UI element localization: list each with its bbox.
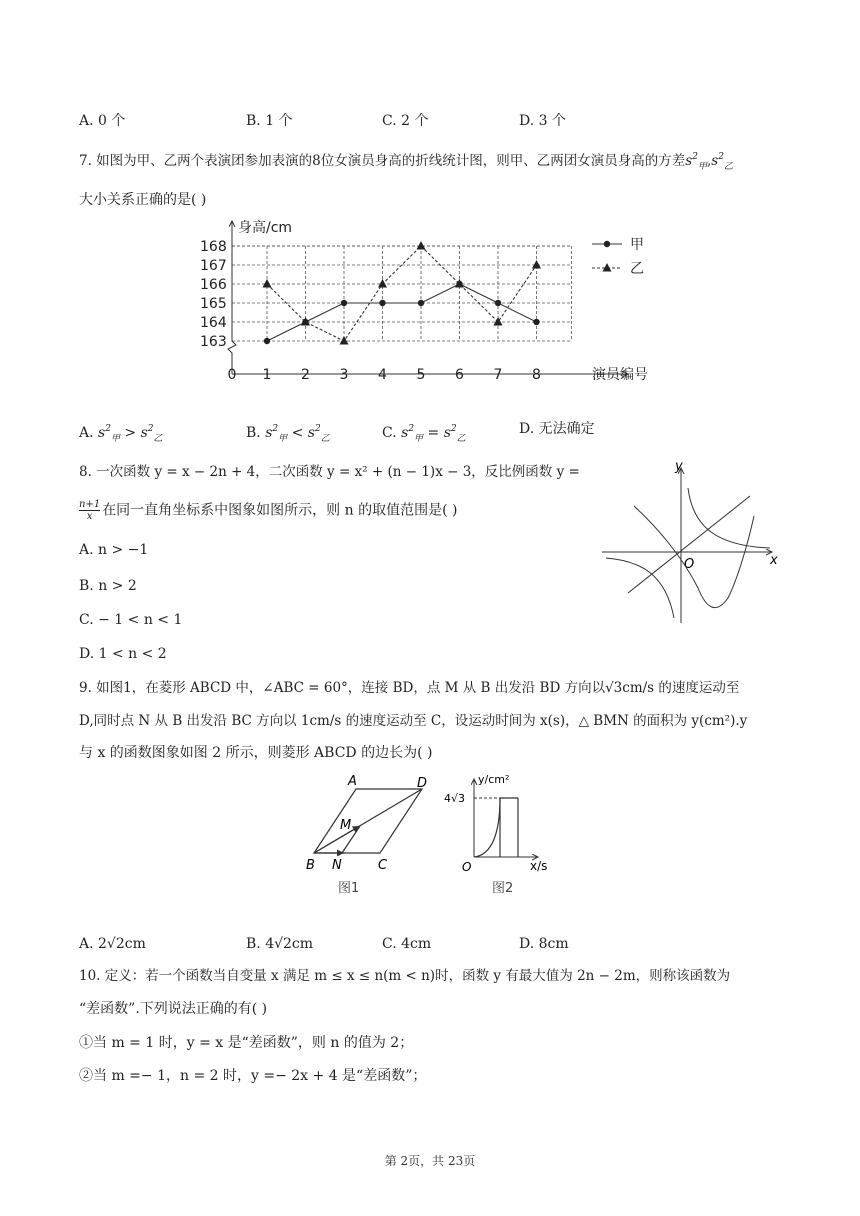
point-甲 bbox=[341, 300, 347, 306]
y-tick-label: 163 bbox=[200, 334, 227, 350]
point-乙 bbox=[417, 241, 426, 250]
q6-option-c: C. 2 个 bbox=[382, 113, 429, 129]
x-tick-label: 2 bbox=[301, 367, 310, 383]
point-甲 bbox=[379, 300, 385, 306]
q9-figure2-graph bbox=[440, 773, 580, 903]
series-line-甲 bbox=[267, 284, 537, 341]
label-n: N bbox=[332, 858, 342, 873]
figure2-caption: 图2 bbox=[492, 881, 514, 896]
q8-frac-den: x bbox=[86, 511, 93, 522]
point-甲 bbox=[533, 319, 539, 325]
q6-option-b: B. 1 个 bbox=[246, 113, 293, 129]
q8-option-c: C. − 1 < n < 1 bbox=[79, 612, 183, 628]
q10-item2: ②当 m =− 1，n = 2 时，y =− 2x + 4 是“差函数”； bbox=[79, 1068, 427, 1084]
q9-option-b: B. 4√2cm bbox=[246, 936, 314, 952]
q8-stem-text2: 在同一直角坐标系中图象如图所示，则 n 的取值范围是( ) bbox=[102, 502, 458, 519]
q7-stem-line1: 7. 如图为甲、乙两个表演团参加表演的8位女演员身高的折线统计图，则甲、乙两团女演员身高的方差$s^2_甲,s^2_乙$ bbox=[79, 152, 733, 172]
y-tick-label: 165 bbox=[200, 296, 227, 312]
q7-option-d: D. 无法确定 bbox=[519, 421, 595, 437]
point-乙 bbox=[301, 317, 310, 326]
q9-option-a: A. 2√2cm bbox=[79, 936, 146, 952]
x-tick-label: 1 bbox=[262, 367, 272, 383]
point-乙 bbox=[455, 279, 464, 288]
x-tick-label: 7 bbox=[493, 367, 503, 383]
legend-marker-乙 bbox=[603, 263, 612, 272]
x-tick-label: 8 bbox=[532, 367, 541, 383]
point-甲 bbox=[495, 300, 501, 306]
series-line-乙 bbox=[267, 246, 537, 341]
x-tick-label: 4 bbox=[378, 367, 387, 383]
q8-fraction bbox=[79, 499, 100, 522]
label-c: C bbox=[378, 858, 388, 873]
q8-frac-num: n+1 bbox=[79, 499, 101, 510]
q8-hyperbola-upper bbox=[688, 488, 770, 548]
fig2-max-value: 4√3 bbox=[444, 792, 466, 805]
q7-option-b-letter: B. bbox=[246, 425, 261, 441]
label-d: D bbox=[417, 776, 428, 791]
x-tick-label: 3 bbox=[339, 367, 349, 383]
height-line-chart bbox=[0, 0, 860, 400]
y-axis bbox=[228, 221, 236, 374]
q8-option-d: D. 1 < n < 2 bbox=[79, 646, 167, 662]
x-tick-label: 0 bbox=[227, 367, 237, 383]
q7-option-c-relation: = bbox=[427, 425, 440, 441]
q8-option-b: B. n > 2 bbox=[79, 578, 137, 594]
q8-option-a: A. n > −1 bbox=[79, 542, 149, 558]
q6-option-d: D. 3 个 bbox=[519, 113, 566, 129]
q8-stem-line1: 8. 一次函数 y = x − 2n + 4，二次函数 y = x² + (n − 1)x − 3，反比例函数 y = bbox=[79, 464, 580, 480]
q8-hyperbola-lower bbox=[606, 558, 674, 618]
point-乙 bbox=[532, 260, 541, 269]
q10-stem-line1: 10. 定义：若一个函数当自变量 x 满足 m ≤ x ≤ n(m < n)时，函数 y 有最大值为 2n − 2m，则称该函数为 bbox=[79, 968, 731, 984]
q8-function-graph bbox=[598, 458, 798, 628]
y-tick-label: 167 bbox=[200, 258, 227, 274]
q9-option-d: D. 8cm bbox=[519, 936, 569, 952]
legend-marker-甲 bbox=[604, 241, 610, 247]
fig2-y-label: y/cm² bbox=[478, 773, 510, 786]
q9-stem-line1: 9. 如图1，在菱形 ABCD 中，∠ABC = 60°，连接 BD，点 M 从 B 出发沿 BD 方向以√3cm/s 的速度运动至 bbox=[79, 680, 740, 696]
q9-stem-line2: D,同时点 N 从 B 出发沿 BC 方向以 1cm/s 的速度运动至 C，设运动时间为 x(s)，△ BMN 的面积为 y(cm²).y bbox=[79, 713, 748, 729]
q7-option-c: C. $s^2_甲 = s^2_乙$ bbox=[382, 424, 466, 444]
q6-option-a: A. 0 个 bbox=[79, 113, 126, 129]
label-m: M bbox=[340, 818, 352, 833]
figure1-caption: 图1 bbox=[338, 881, 360, 896]
q8-linear-line bbox=[628, 496, 750, 593]
y-tick-label: 166 bbox=[200, 277, 227, 293]
q8-stem-line2 bbox=[79, 499, 457, 522]
q7-option-a-letter: A. bbox=[79, 425, 94, 441]
y-tick-label: 168 bbox=[200, 239, 227, 255]
fig2-origin: O bbox=[462, 860, 472, 874]
y-axis-label: 身高/cm bbox=[238, 220, 293, 236]
q9-stem-line3: 与 x 的函数图象如图 2 所示，则菱形 ABCD 的边长为( ) bbox=[79, 745, 433, 761]
q7-option-b: B. $s^2_甲 < s^2_乙$ bbox=[246, 424, 330, 444]
point-甲 bbox=[264, 338, 270, 344]
x-tick-label: 6 bbox=[455, 367, 464, 383]
label-b: B bbox=[306, 858, 315, 873]
q8-x-label: x bbox=[770, 553, 778, 568]
q8-y-label: y bbox=[675, 459, 683, 474]
q9-figure1-rhombus bbox=[300, 773, 440, 903]
q10-item1: ①当 m = 1 时，y = x 是“差函数”，则 n 的值为 2； bbox=[79, 1035, 414, 1051]
q8-origin-label: O bbox=[684, 557, 695, 572]
fig2-x-label: x/s bbox=[530, 859, 548, 873]
point-乙 bbox=[263, 279, 272, 288]
legend-label-甲: 甲 bbox=[630, 237, 644, 253]
fig2-curve bbox=[474, 798, 500, 857]
segment-bm bbox=[314, 826, 360, 853]
q7-option-b-relation: < bbox=[291, 425, 304, 441]
q7-var-a: $s^2_甲$ bbox=[685, 152, 707, 172]
q7-stem-text: 7. 如图为甲、乙两个表演团参加表演的8位女演员身高的折线统计图，则甲、乙两团女演员身高的方差 bbox=[79, 153, 686, 169]
x-axis-label: 演员编号 bbox=[592, 367, 648, 383]
label-a: A bbox=[348, 774, 357, 789]
q7-stem-line2: 大小关系正确的是( ) bbox=[79, 192, 207, 208]
y-tick-label: 164 bbox=[200, 315, 227, 331]
q9-option-c: C. 4cm bbox=[382, 936, 432, 952]
q10-stem-line2: “差函数”.下列说法正确的有( ) bbox=[79, 1001, 268, 1017]
page-footer: 第 2页，共 23页 bbox=[384, 1154, 476, 1168]
q7-option-c-letter: C. bbox=[382, 425, 397, 441]
q7-option-a-relation: > bbox=[124, 425, 137, 441]
legend-label-乙: 乙 bbox=[630, 261, 644, 277]
q7-option-a: A. $s^2_甲 > s^2_乙$ bbox=[79, 424, 163, 444]
q7-var-b: $s^2_乙$ bbox=[711, 152, 733, 172]
x-tick-label: 5 bbox=[416, 367, 426, 383]
point-甲 bbox=[418, 300, 424, 306]
